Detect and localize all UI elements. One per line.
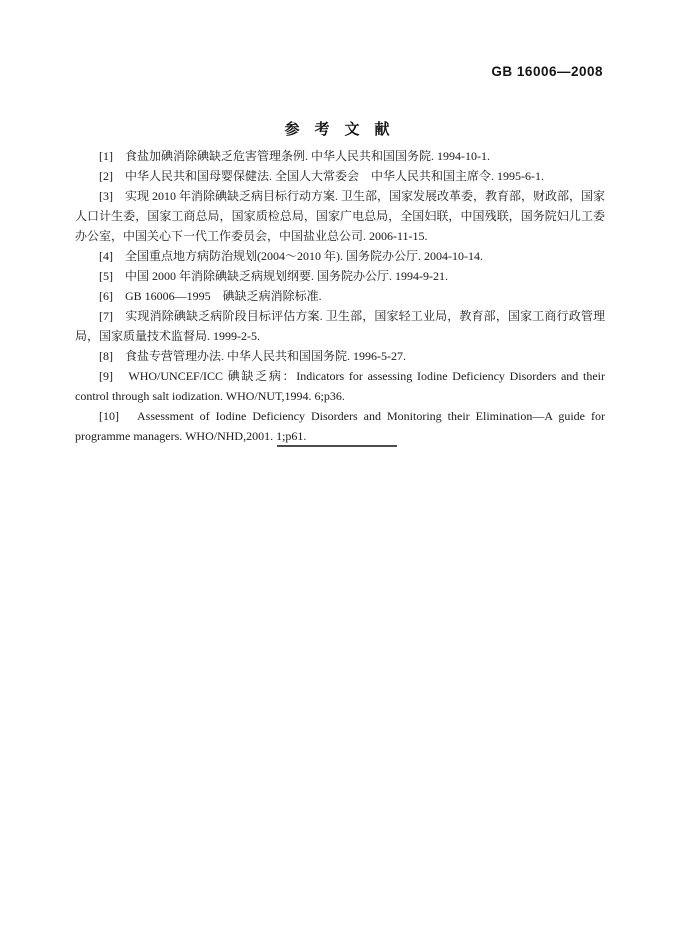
reference-item-8: [8] 食盐专营管理办法. 中华人民共和国国务院. 1996-5-27.: [99, 349, 406, 363]
reference-item-4: [4] 全国重点地方病防治规划(2004～2010 年). 国务院办公厅. 2004-10-14.: [99, 249, 483, 263]
reference-item-7: [7] 实现消除碘缺乏病阶段目标评估方案. 卫生部，国家轻工业局，教育部，国家工商行政管理局，国家质量技术监督局. 1999-2-5.: [75, 309, 605, 343]
reference-item-10: [10] Assessment of Iodine Deficiency Disorders and Monitoring their Elimination—A guide for programme managers. WHO/NHD,2001. 1;p61.: [75, 409, 605, 443]
standard-number: GB 16006—2008: [491, 64, 603, 79]
reference-item-1: [1] 食盐加碘消除碘缺乏危害管理条例. 中华人民共和国国务院. 1994-10-1.: [99, 149, 490, 163]
reference-item-5: [5] 中国 2000 年消除碘缺乏病规划纲要. 国务院办公厅. 1994-9-21.: [99, 269, 448, 283]
reference-item-9: [9] WHO/UNCEF/ICC 碘缺乏病：Indicators for assessing Iodine Deficiency Disorders and their control through salt iodization. WHO/NUT,1994. 6;p36.: [75, 369, 605, 403]
reference-item-3: [3] 实现 2010 年消除碘缺乏病目标行动方案. 卫生部，国家发展改革委，教育部，财政部，国家人口计生委，国家工商总局，国家质检总局，国家广电总局，全国妇联，中国残联，国务院妇儿工委办公室，中国关心下一代工作委员会，中国盐业总公司. 2006-11-15.: [75, 189, 605, 243]
reference-item-2: [2] 中华人民共和国母婴保健法. 全国人大常委会 中华人民共和国主席令. 1995-6-1.: [99, 169, 544, 183]
reference-list: [75, 146, 605, 446]
section-title: 参 考 文 献: [284, 121, 390, 138]
reference-item-6: [6] GB 16006—1995 碘缺乏病消除标准.: [99, 289, 322, 303]
end-of-document-divider: [277, 445, 397, 447]
